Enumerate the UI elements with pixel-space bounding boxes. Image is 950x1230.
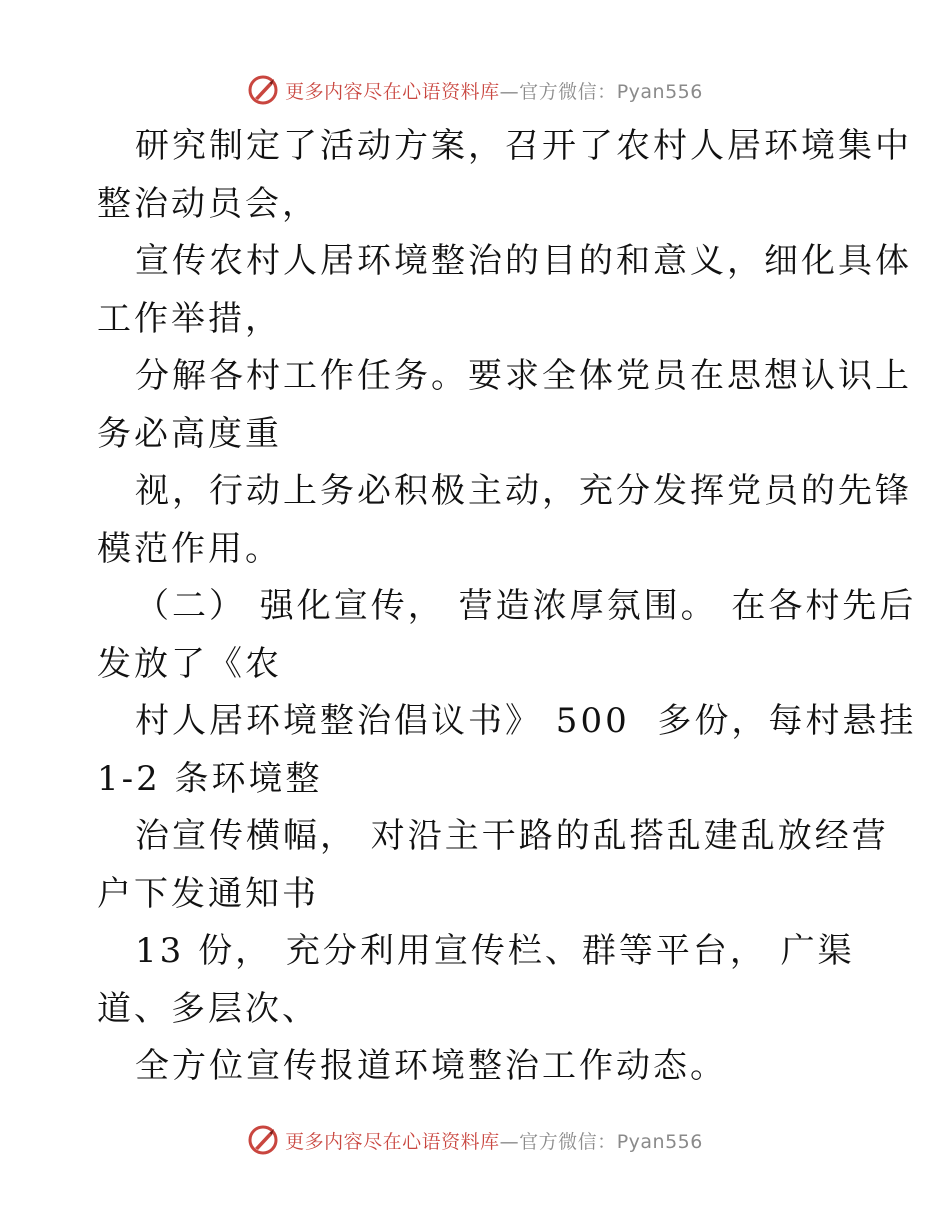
text-line: 视，行动上务必积极主动，充分发挥党员的先锋: [135, 471, 912, 511]
text-line: 13 份， 充分利用宣传栏、群等平台， 广渠: [135, 931, 855, 971]
text-line: 模范作用。: [97, 528, 282, 569]
document-body: [97, 118, 917, 1096]
text-line: 发放了《农: [97, 643, 282, 684]
watermark-main: 更多内容尽在心语资料库: [285, 80, 500, 103]
text-line: 分解各村工作任务。要求全体党员在思想认识上: [135, 356, 912, 396]
text-line: 全方位宣传报道环境整治工作动态。: [135, 1046, 727, 1086]
quill-logo-icon: [247, 1124, 279, 1156]
watermark-official: 官方微信：: [519, 1130, 617, 1153]
text-line: 户下发通知书: [97, 873, 319, 914]
watermark-dash: —: [499, 80, 520, 103]
watermark-dash: —: [499, 1130, 520, 1153]
quill-logo-icon: [247, 74, 279, 106]
text-line: 宣传农村人居环境整治的目的和意义，细化具体: [135, 241, 912, 281]
header-watermark: [0, 70, 950, 110]
watermark-account: Pyan556: [616, 1130, 703, 1153]
watermark-text: [285, 77, 703, 104]
text-line: 务必高度重: [97, 413, 282, 454]
watermark-main: 更多内容尽在心语资料库: [285, 1130, 500, 1153]
text-line: 1-2 条环境整: [97, 758, 323, 799]
watermark-account: Pyan556: [616, 80, 703, 103]
text-line: 工作举措，: [97, 298, 282, 339]
text-line: 研究制定了活动方案，召开了农村人居环境集中: [135, 126, 912, 166]
text-line: （二） 强化宣传， 营造浓厚氛围。 在各村先后: [135, 586, 917, 626]
watermark-text: [285, 1127, 703, 1154]
footer-watermark: [0, 1120, 950, 1160]
text-line: 整治动员会，: [97, 183, 319, 224]
text-line: 村人居环境整治倡议书》 500 多份，每村悬挂: [135, 701, 917, 741]
text-line: 道、多层次、: [97, 988, 319, 1029]
text-line: 治宣传横幅， 对沿主干路的乱搭乱建乱放经营: [135, 816, 889, 856]
watermark-official: 官方微信：: [519, 80, 617, 103]
